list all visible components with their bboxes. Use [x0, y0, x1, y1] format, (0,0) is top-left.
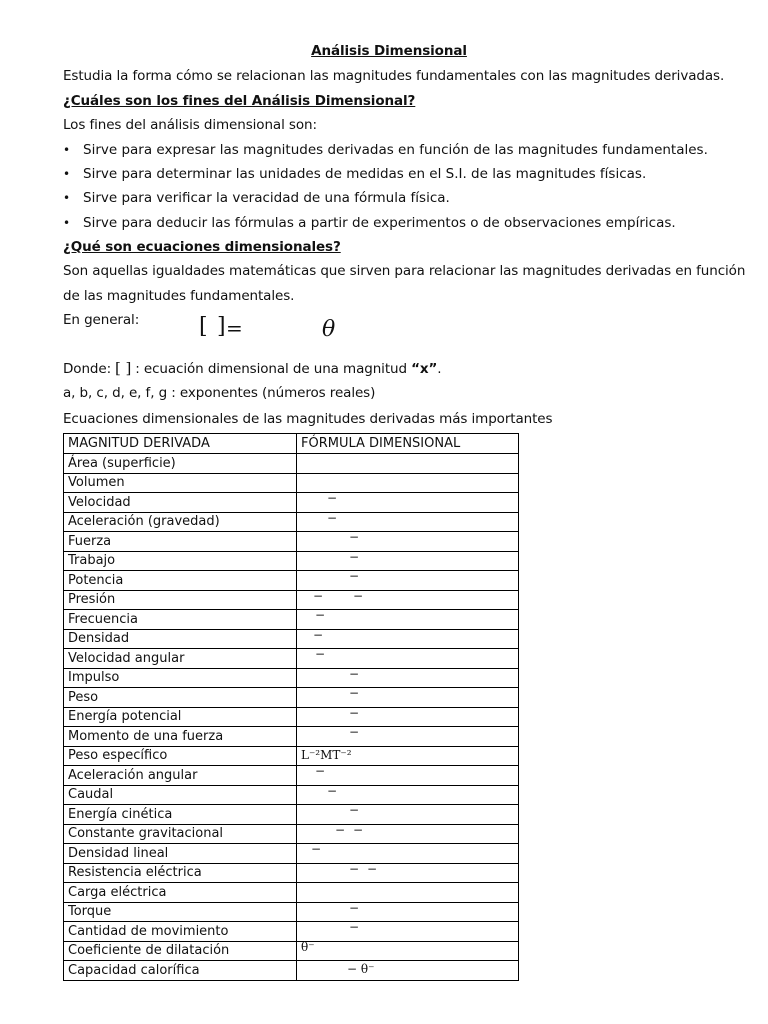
intro-text: Estudia la forma cómo se relacionan las magnitudes fundamentales con las magnitudes derivadas.: [63, 68, 725, 84]
magnitud-cell: Densidad: [64, 629, 297, 649]
magnitud-cell: Energía cinética: [64, 805, 297, 825]
table-row: [64, 551, 519, 571]
formula-cell: [297, 512, 519, 532]
formula-close-bracket: ]: [217, 314, 226, 339]
table-row: [64, 727, 519, 747]
table-row: [64, 707, 519, 727]
formula-fragment: −: [327, 510, 338, 525]
magnitud-cell: Densidad lineal: [64, 844, 297, 864]
table-row: [64, 571, 519, 591]
formula-fragment: −: [349, 666, 360, 681]
table-row: [64, 922, 519, 942]
formula-fragment: −: [349, 803, 360, 817]
formula-cell: [297, 961, 519, 981]
magnitud-cell: Velocidad: [64, 493, 297, 513]
header-formula: FÓRMULA DIMENSIONAL: [297, 434, 519, 454]
table-row: [64, 532, 519, 552]
formula-fragment: −: [353, 822, 364, 837]
formula-fragment: − θ⁻: [347, 962, 375, 976]
bullet-text: Sirve para expresar las magnitudes derivadas en función de las magnitudes fundamentales.: [83, 142, 708, 158]
formula-cell: [297, 688, 519, 708]
table-row: [64, 610, 519, 630]
formula-cell: [297, 649, 519, 669]
magnitud-cell: Presión: [64, 590, 297, 610]
table-row: [64, 961, 519, 981]
magnitud-cell: Resistencia eléctrica: [64, 863, 297, 883]
formula-cell: [297, 941, 519, 961]
formula-fragment: −: [327, 783, 338, 798]
formula-fragment: −: [315, 647, 326, 661]
formula-cell: [297, 863, 519, 883]
magnitud-cell: Frecuencia: [64, 610, 297, 630]
formula-cell: [297, 922, 519, 942]
magnitud-cell: Momento de una fuerza: [64, 727, 297, 747]
table-row: [64, 629, 519, 649]
formula-fragment: L⁻²MT⁻²: [301, 747, 352, 762]
magnitud-cell: Potencia: [64, 571, 297, 591]
donde-label: Donde:: [63, 361, 112, 377]
formula-fragment: −: [313, 588, 324, 603]
formula-open-bracket: [: [199, 314, 208, 339]
magnitud-cell: Coeficiente de dilatación: [64, 941, 297, 961]
magnitud-cell: Peso: [64, 688, 297, 708]
bullet-item: [63, 141, 708, 159]
table-row: [64, 863, 519, 883]
formula-cell: [297, 629, 519, 649]
formula-fragment: −: [327, 491, 338, 505]
donde-text: : ecuación dimensional de una magnitud: [135, 361, 412, 377]
formula-fragment: −: [349, 530, 360, 544]
formula-fragment: −: [349, 900, 360, 915]
bullet-icon: •: [63, 167, 71, 181]
formula-fragment: −: [313, 627, 324, 642]
bullet-text: Sirve para verificar la veracidad de una fórmula física.: [83, 190, 450, 206]
formula-fragment: −: [315, 608, 326, 622]
magnitud-cell: Capacidad calorífica: [64, 961, 297, 981]
table-row: [64, 902, 519, 922]
magnitud-cell: Torque: [64, 902, 297, 922]
donde-variable: “x”: [411, 361, 438, 377]
table-row: [64, 590, 519, 610]
table-header-row: [64, 434, 519, 454]
heading-fines: ¿Cuáles son los fines del Análisis Dimensional?: [63, 93, 416, 109]
definition-line-1: Son aquellas igualdades matemáticas que sirven para relacionar las magnitudes derivadas en función: [63, 263, 746, 279]
table-row: [64, 473, 519, 493]
definition-line-2: de las magnitudes fundamentales.: [63, 288, 295, 304]
formula-fragment: −: [349, 725, 360, 739]
magnitud-cell: Área (superficie): [64, 454, 297, 474]
formula-cell: [297, 844, 519, 864]
formula-theta: θ: [322, 317, 336, 342]
formula-cell: [297, 805, 519, 825]
formula-cell: [297, 707, 519, 727]
magnitud-cell: Carga eléctrica: [64, 883, 297, 903]
formula-fragment: −: [353, 588, 364, 603]
fines-intro: Los fines del análisis dimensional son:: [63, 117, 317, 133]
table-row: [64, 785, 519, 805]
magnitud-cell: Cantidad de movimiento: [64, 922, 297, 942]
formula-cell: [297, 610, 519, 630]
formula-fragment: −: [349, 549, 360, 564]
general-label: En general:: [63, 312, 140, 328]
formula-cell: [297, 532, 519, 552]
document-title: Análisis Dimensional: [311, 43, 467, 59]
table-row: [64, 844, 519, 864]
table-row: [64, 649, 519, 669]
general-formula: [196, 314, 396, 354]
formula-fragment: −: [367, 861, 378, 876]
bullet-icon: •: [63, 216, 71, 230]
formula-cell: [297, 902, 519, 922]
table-row: [64, 668, 519, 688]
formula-cell: [297, 590, 519, 610]
table-body: [64, 454, 519, 981]
table-row: [64, 941, 519, 961]
magnitud-cell: Aceleración (gravedad): [64, 512, 297, 532]
formula-fragment: −: [349, 686, 360, 700]
formula-cell: [297, 824, 519, 844]
formula-fragment: −: [349, 569, 360, 583]
formula-cell: [297, 883, 519, 903]
magnitud-cell: Volumen: [64, 473, 297, 493]
table-row: [64, 766, 519, 786]
magnitud-cell: Aceleración angular: [64, 766, 297, 786]
bullet-item: [63, 165, 646, 183]
bullet-icon: •: [63, 191, 71, 205]
bullet-item: [63, 189, 450, 207]
magnitud-cell: Peso específico: [64, 746, 297, 766]
table-row: [64, 746, 519, 766]
magnitud-cell: Trabajo: [64, 551, 297, 571]
magnitud-cell: Constante gravitacional: [64, 824, 297, 844]
exponents-line: a, b, c, d, e, f, g : exponentes (números reales): [63, 385, 376, 401]
formula-cell: [297, 668, 519, 688]
formula-fragment: −: [349, 705, 360, 720]
donde-end: .: [437, 361, 442, 377]
formula-cell: [297, 785, 519, 805]
magnitud-cell: Energía potencial: [64, 707, 297, 727]
formula-cell: [297, 746, 519, 766]
table-row: [64, 512, 519, 532]
formula-fragment: θ⁻: [301, 939, 315, 954]
heading-ecuaciones: ¿Qué son ecuaciones dimensionales?: [63, 239, 341, 255]
formula-cell: [297, 454, 519, 474]
bullet-icon: •: [63, 143, 71, 157]
table-intro: Ecuaciones dimensionales de las magnitudes derivadas más importantes: [63, 411, 553, 427]
donde-bracket: [ ]: [115, 359, 132, 377]
formula-equals: =: [226, 316, 243, 340]
formula-fragment: −: [335, 822, 346, 837]
formula-fragment: −: [311, 842, 322, 856]
donde-line: [63, 359, 442, 378]
magnitud-cell: Impulso: [64, 668, 297, 688]
table-row: [64, 688, 519, 708]
dimensional-table: [63, 433, 519, 981]
magnitud-cell: Velocidad angular: [64, 649, 297, 669]
table-row: [64, 805, 519, 825]
formula-fragment: −: [349, 920, 360, 934]
table-row: [64, 883, 519, 903]
table-row: [64, 824, 519, 844]
magnitud-cell: Fuerza: [64, 532, 297, 552]
bullet-item: [63, 214, 676, 232]
table-row: [64, 454, 519, 474]
formula-cell: [297, 727, 519, 747]
magnitud-cell: Caudal: [64, 785, 297, 805]
bullet-text: Sirve para determinar las unidades de medidas en el S.I. de las magnitudes físicas.: [83, 166, 647, 182]
formula-cell: [297, 551, 519, 571]
formula-fragment: −: [349, 861, 360, 876]
formula-cell: [297, 571, 519, 591]
table-row: [64, 493, 519, 513]
header-magnitud: MAGNITUD DERIVADA: [64, 434, 297, 454]
formula-fragment: −: [315, 764, 326, 778]
bullet-text: Sirve para deducir las fórmulas a partir de experimentos o de observaciones empíricas.: [83, 215, 676, 231]
